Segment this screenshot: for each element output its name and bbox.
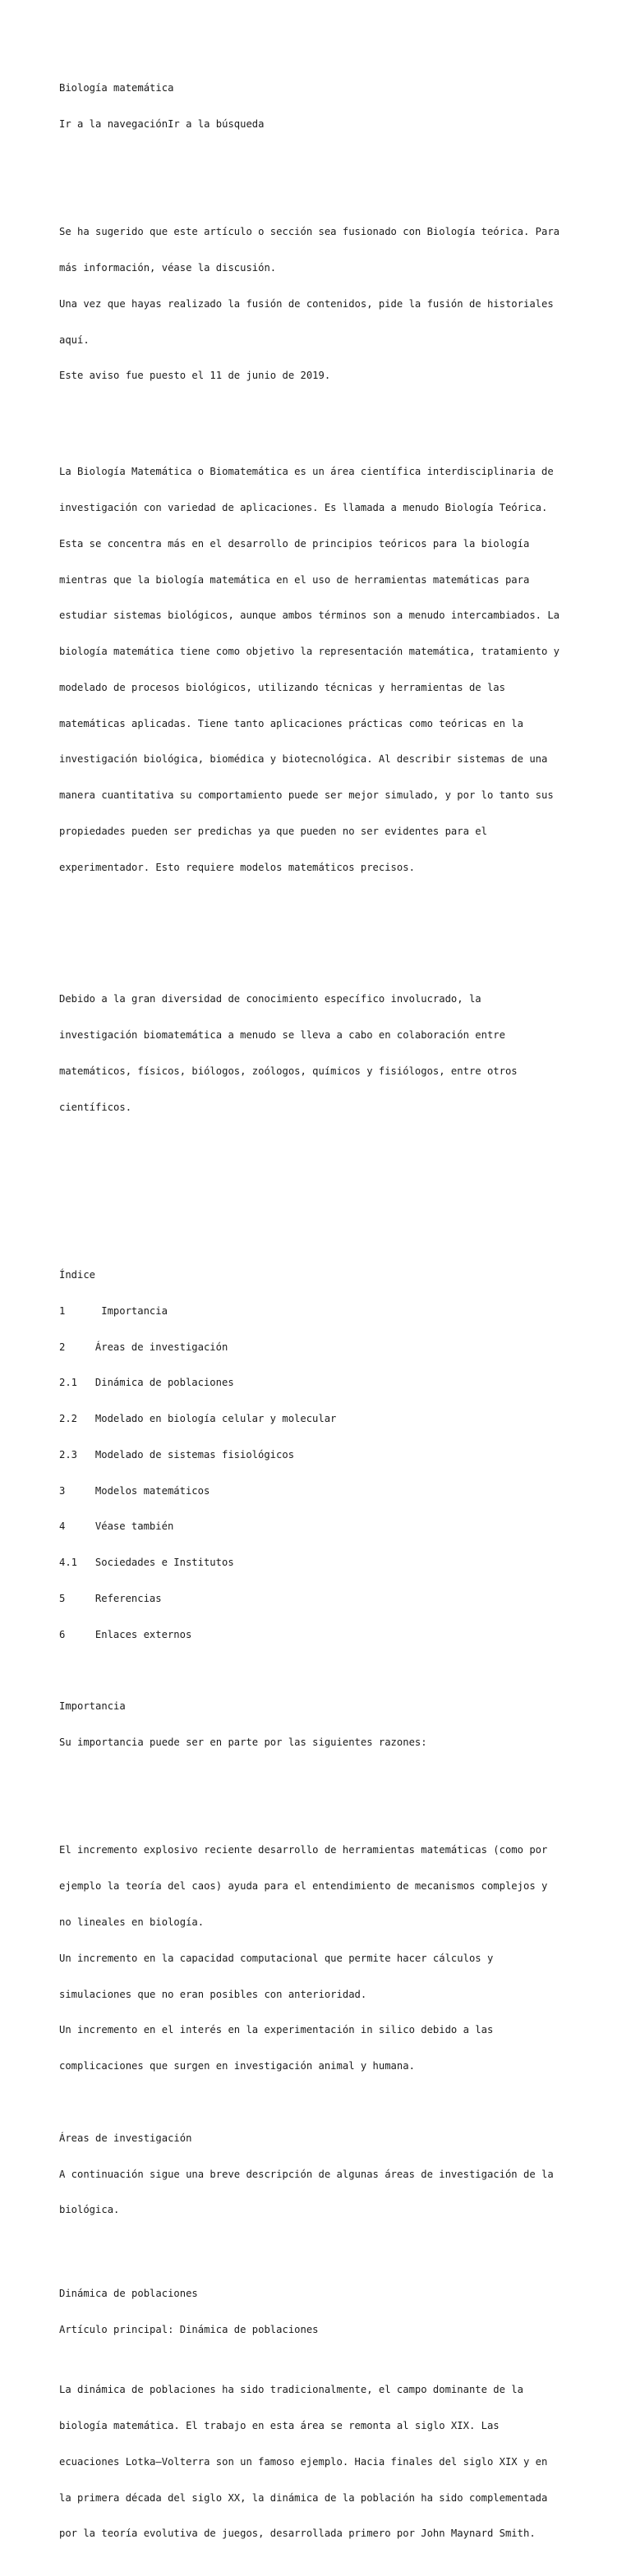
list-item: ejemplo la teoría del caos) ayuda para el entendimiento de mecanismos complejos y — [59, 1880, 548, 1893]
spacer — [59, 154, 585, 167]
paragraph-line: manera cuantitativa su comportamiento puede ser mejor simulado, y por lo tanto sus — [59, 789, 554, 802]
toc-item-enlaces[interactable]: 6 Enlaces externos — [59, 1628, 192, 1640]
notice-line: Una vez que hayas realizado la fusión de contenidos, pide la fusión de historiales — [59, 297, 554, 310]
paragraph-line: ecuaciones Lotka–Volterra son un famoso ejemplo. Hacia finales del siglo XIX y en — [59, 2455, 548, 2468]
section-heading-dinamica: Dinámica de poblaciones — [59, 2288, 198, 2300]
toc-item-importancia[interactable]: 1 Importancia — [59, 1304, 168, 1317]
paragraph-line: propiedades pueden ser predichas ya que pueden no ser evidentes para el — [59, 826, 487, 837]
paragraph-line: matemáticas aplicadas. Tiene tanto aplicaciones prácticas como teóricas en la — [59, 717, 523, 729]
spacer — [59, 1773, 585, 1785]
paragraph-line: Debido a la gran diversidad de conocimiento específico involucrado, la — [59, 993, 481, 1005]
toc-item-referencias[interactable]: 5 Referencias — [59, 1593, 162, 1604]
toc-item-dinamica[interactable]: 2.1 Dinámica de poblaciones — [59, 1377, 234, 1389]
list-item: no lineales en biología. — [59, 1916, 205, 1929]
paragraph-line: investigación con variedad de aplicaciones. Es llamada a menudo Biología Teórica. — [59, 501, 548, 513]
spacer — [59, 2240, 585, 2252]
paragraph-line: experimentador. Esto requiere modelos matemáticos precisos. — [59, 861, 415, 873]
section-heading-areas: Áreas de investigación — [59, 2132, 192, 2144]
notice-line: Este aviso fue puesto el 11 de junio de 2019. — [59, 370, 331, 382]
paragraph-line: científicos. — [59, 1101, 132, 1113]
paragraph-line: La dinámica de poblaciones ha sido tradicionalmente, el campo dominante de la — [59, 2384, 523, 2396]
document-body — [59, 58, 585, 2576]
paragraph-line: Esta se concentra más en el desarrollo de principios teóricos para la biología — [59, 537, 530, 550]
notice-line: Se ha sugerido que este artículo o sección sea fusionado con Biología teórica. Para — [59, 226, 560, 238]
list-item: simulaciones que no eran posibles con anterioridad. — [59, 1988, 367, 2000]
paragraph-line: biología matemática tiene como objetivo la representación matemática, tratamiento y — [59, 646, 560, 658]
main-article-link[interactable]: Artículo principal: Dinámica de poblaciones — [59, 2324, 319, 2336]
paragraph-line: estudiar sistemas biológicos, aunque ambos términos son a menudo intercambiados. La — [59, 610, 560, 622]
nav-links[interactable]: Ir a la navegaciónIr a la búsqueda — [59, 117, 265, 130]
toc-item-areas[interactable]: 2 Áreas de investigación — [59, 1341, 228, 1353]
list-item: El incremento explosivo reciente desarrollo de herramientas matemáticas (como por — [59, 1844, 548, 1856]
intro-paragraph — [59, 442, 585, 898]
paragraph-line: mientras que la biología matemática en el uso de herramientas matemáticas para — [59, 573, 530, 586]
toc-heading: Índice — [59, 1268, 96, 1281]
page-title: Biología matemática — [59, 82, 174, 94]
paragraph-line: biológica. — [59, 2204, 120, 2216]
paragraph-line: modelado de procesos biológicos, utilizando técnicas y herramientas de las — [59, 681, 505, 693]
spacer — [59, 922, 585, 934]
spacer — [59, 1162, 585, 1174]
paragraph-line: investigación biológica, biomédica y biotecnológica. Al describir sistemas de una — [59, 753, 548, 766]
notice-line: más información, véase la discusión. — [59, 262, 277, 274]
paragraph-line: la primera década del siglo XX, la dinámica de la población ha sido complementada — [59, 2491, 548, 2504]
table-of-contents — [59, 1245, 585, 1665]
list-item: Un incremento en el interés en la experimentación in silico debido a las — [59, 2024, 494, 2036]
toc-item-fisiologicos[interactable]: 2.3 Modelado de sistemas fisiológicos — [59, 1448, 295, 1460]
diversity-paragraph — [59, 969, 585, 1137]
dinamica-paragraph — [59, 2360, 585, 2564]
list-item: complicaciones que surgen en investigación animal y humana. — [59, 2060, 415, 2072]
merge-notice — [59, 202, 585, 406]
toc-item-modelos[interactable]: 3 Modelos matemáticos — [59, 1484, 210, 1497]
toc-item-sociedades[interactable]: 4.1 Sociedades e Institutos — [59, 1557, 234, 1569]
paragraph-line: investigación biomatemática a menudo se lleva a cabo en colaboración entre — [59, 1029, 505, 1042]
list-item: Un incremento en la capacidad computacional que permite hacer cálculos y — [59, 1952, 494, 1964]
reasons-list — [59, 1820, 585, 2096]
importancia-intro: Su importancia puede ser en parte por las siguientes razones: — [59, 1736, 427, 1749]
paragraph-line: La Biología Matemática o Biomatemática es un área científica interdisciplinaria de — [59, 466, 554, 478]
toc-item-vease[interactable]: 4 Véase también — [59, 1520, 174, 1533]
paragraph-line: matemáticos, físicos, biólogos, zoólogos, químicos y fisiólogos, entre otros — [59, 1065, 518, 1077]
paragraph-line: A continuación sigue una breve descripción de algunas áreas de investigación de la — [59, 2168, 554, 2180]
spacer — [59, 1197, 585, 1209]
paragraph-line: biología matemática. El trabajo en esta área se remonta al siglo XIX. Las — [59, 2419, 500, 2431]
toc-item-celular[interactable]: 2.2 Modelado en biología celular y molecular — [59, 1413, 337, 1425]
paragraph-line: por la teoría evolutiva de juegos, desarrollada primero por John Maynard Smith. — [59, 2528, 536, 2540]
notice-line: aquí. — [59, 334, 90, 346]
section-heading-importancia: Importancia — [59, 1700, 126, 1713]
